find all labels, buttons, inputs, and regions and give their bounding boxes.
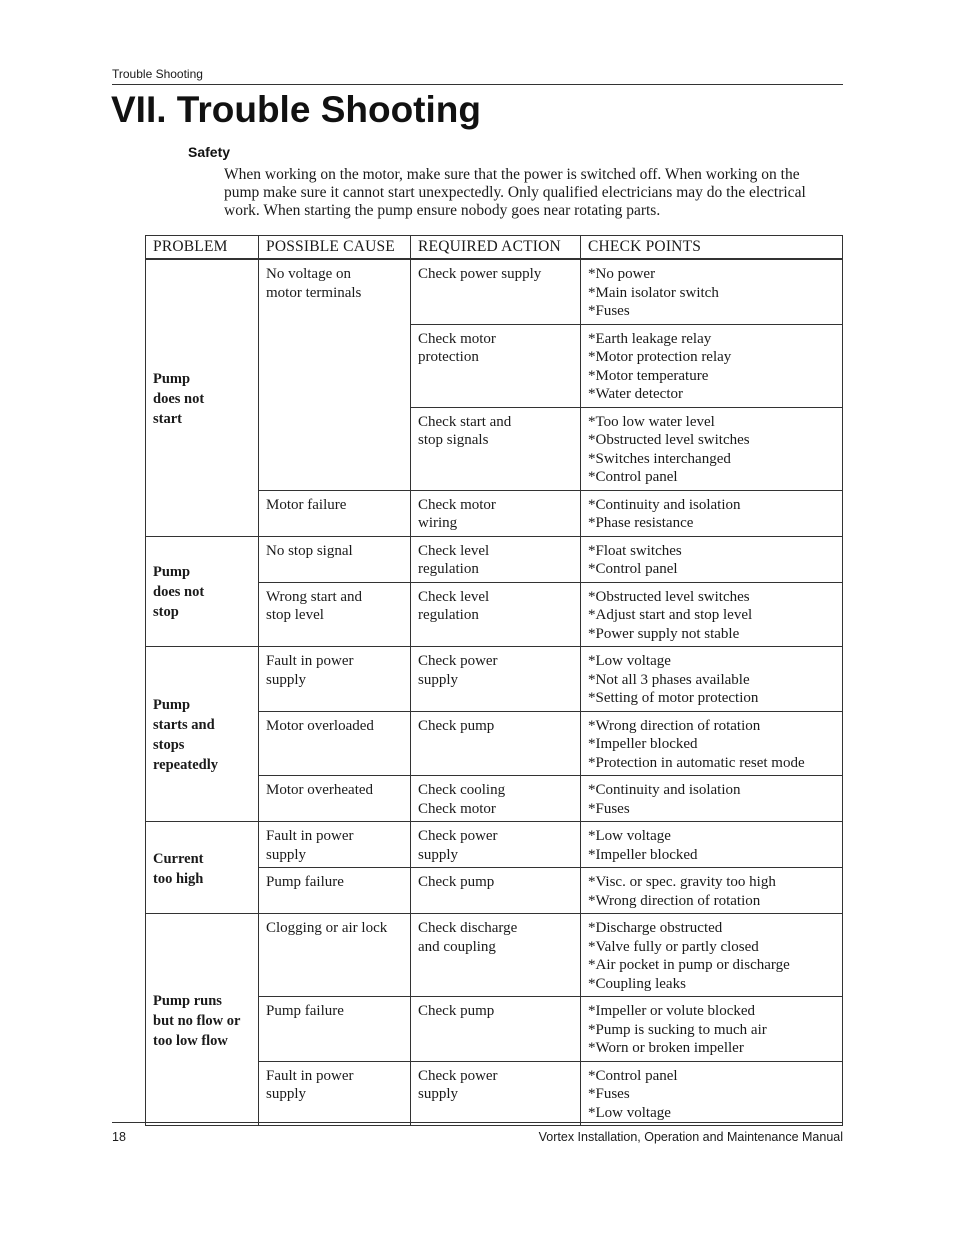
table-row bbox=[146, 259, 843, 324]
check-points-cell: *Control panel *Fuses *Low voltage bbox=[581, 1061, 843, 1126]
table-header-row bbox=[146, 236, 843, 260]
possible-cause-cell: Motor overheated bbox=[259, 776, 411, 822]
possible-cause-cell: Wrong start and stop level bbox=[259, 582, 411, 647]
possible-cause-cell: Fault in power supply bbox=[259, 647, 411, 712]
required-action-cell: Check pump bbox=[411, 868, 581, 914]
possible-cause-cell: Fault in power supply bbox=[259, 1061, 411, 1126]
check-points-cell: *Too low water level *Obstructed level switches *Switches interchanged *Control panel bbox=[581, 407, 843, 490]
header-required-action: REQUIRED ACTION bbox=[411, 236, 581, 260]
required-action-cell: Check power supply bbox=[411, 1061, 581, 1126]
check-points-cell: *Continuity and isolation *Fuses bbox=[581, 776, 843, 822]
footer-manual-title: Vortex Installation, Operation and Maintenance Manual bbox=[538, 1130, 843, 1144]
possible-cause-cell: Fault in power supply bbox=[259, 822, 411, 868]
problem-cell: Pump starts and stops repeatedly bbox=[146, 647, 259, 822]
check-points-cell: *Earth leakage relay *Motor protection relay *Motor temperature *Water detector bbox=[581, 324, 843, 407]
table-row bbox=[146, 536, 843, 582]
table-body bbox=[146, 259, 843, 1126]
check-points-cell: *Low voltage *Impeller blocked bbox=[581, 822, 843, 868]
table-row bbox=[146, 914, 843, 997]
safety-heading: Safety bbox=[188, 144, 231, 160]
check-points-cell: *Impeller or volute blocked *Pump is sucking to much air *Worn or broken impeller bbox=[581, 997, 843, 1062]
possible-cause-cell: Motor failure bbox=[259, 490, 411, 536]
page-title: VII. Trouble Shooting bbox=[111, 89, 481, 130]
problem-cell: Pump does not start bbox=[146, 259, 259, 536]
required-action-cell: Check power supply bbox=[411, 822, 581, 868]
required-action-cell: Check power supply bbox=[411, 647, 581, 712]
header-possible-cause: POSSIBLE CAUSE bbox=[259, 236, 411, 260]
required-action-cell: Check motor wiring bbox=[411, 490, 581, 536]
check-points-cell: *Obstructed level switches *Adjust start and stop level *Power supply not stable bbox=[581, 582, 843, 647]
required-action-cell: Check power supply bbox=[411, 259, 581, 324]
possible-cause-cell: No stop signal bbox=[259, 536, 411, 582]
required-action-cell: Check cooling Check motor bbox=[411, 776, 581, 822]
required-action-cell: Check level regulation bbox=[411, 536, 581, 582]
trouble-shooting-table bbox=[145, 235, 843, 1126]
table-row bbox=[146, 822, 843, 868]
running-header: Trouble Shooting bbox=[112, 67, 203, 81]
check-points-cell: *Visc. or spec. gravity too high *Wrong direction of rotation bbox=[581, 868, 843, 914]
required-action-cell: Check motor protection bbox=[411, 324, 581, 407]
required-action-cell: Check pump bbox=[411, 997, 581, 1062]
required-action-cell: Check pump bbox=[411, 711, 581, 776]
header-rule bbox=[112, 84, 843, 85]
required-action-cell: Check level regulation bbox=[411, 582, 581, 647]
header-problem: PROBLEM bbox=[146, 236, 259, 260]
header-check-points: CHECK POINTS bbox=[581, 236, 843, 260]
possible-cause-cell: Clogging or air lock bbox=[259, 914, 411, 997]
possible-cause-cell: Pump failure bbox=[259, 997, 411, 1062]
problem-cell: Pump does not stop bbox=[146, 536, 259, 647]
check-points-cell: *Float switches *Control panel bbox=[581, 536, 843, 582]
possible-cause-cell: Motor overloaded bbox=[259, 711, 411, 776]
footer-rule bbox=[112, 1122, 843, 1123]
table-row bbox=[146, 647, 843, 712]
page-number: 18 bbox=[112, 1130, 126, 1144]
safety-paragraph: When working on the motor, make sure that the power is switched off. When working on the pump make sure it cannot start unexpectedly. Only qualified electricians may do the electrical work. When starting the pump ensure nobody goes near rotating parts. bbox=[224, 166, 806, 219]
check-points-cell: *Wrong direction of rotation *Impeller blocked *Protection in automatic reset mode bbox=[581, 711, 843, 776]
possible-cause-cell: Pump failure bbox=[259, 868, 411, 914]
required-action-cell: Check start and stop signals bbox=[411, 407, 581, 490]
possible-cause-cell: No voltage on motor terminals bbox=[259, 259, 411, 490]
check-points-cell: *Discharge obstructed *Valve fully or partly closed *Air pocket in pump or discharge *Coupling leaks bbox=[581, 914, 843, 997]
check-points-cell: *Low voltage *Not all 3 phases available *Setting of motor protection bbox=[581, 647, 843, 712]
required-action-cell: Check discharge and coupling bbox=[411, 914, 581, 997]
check-points-cell: *No power *Main isolator switch *Fuses bbox=[581, 259, 843, 324]
problem-cell: Pump runs but no flow or too low flow bbox=[146, 914, 259, 1126]
problem-cell: Current too high bbox=[146, 822, 259, 914]
check-points-cell: *Continuity and isolation *Phase resistance bbox=[581, 490, 843, 536]
